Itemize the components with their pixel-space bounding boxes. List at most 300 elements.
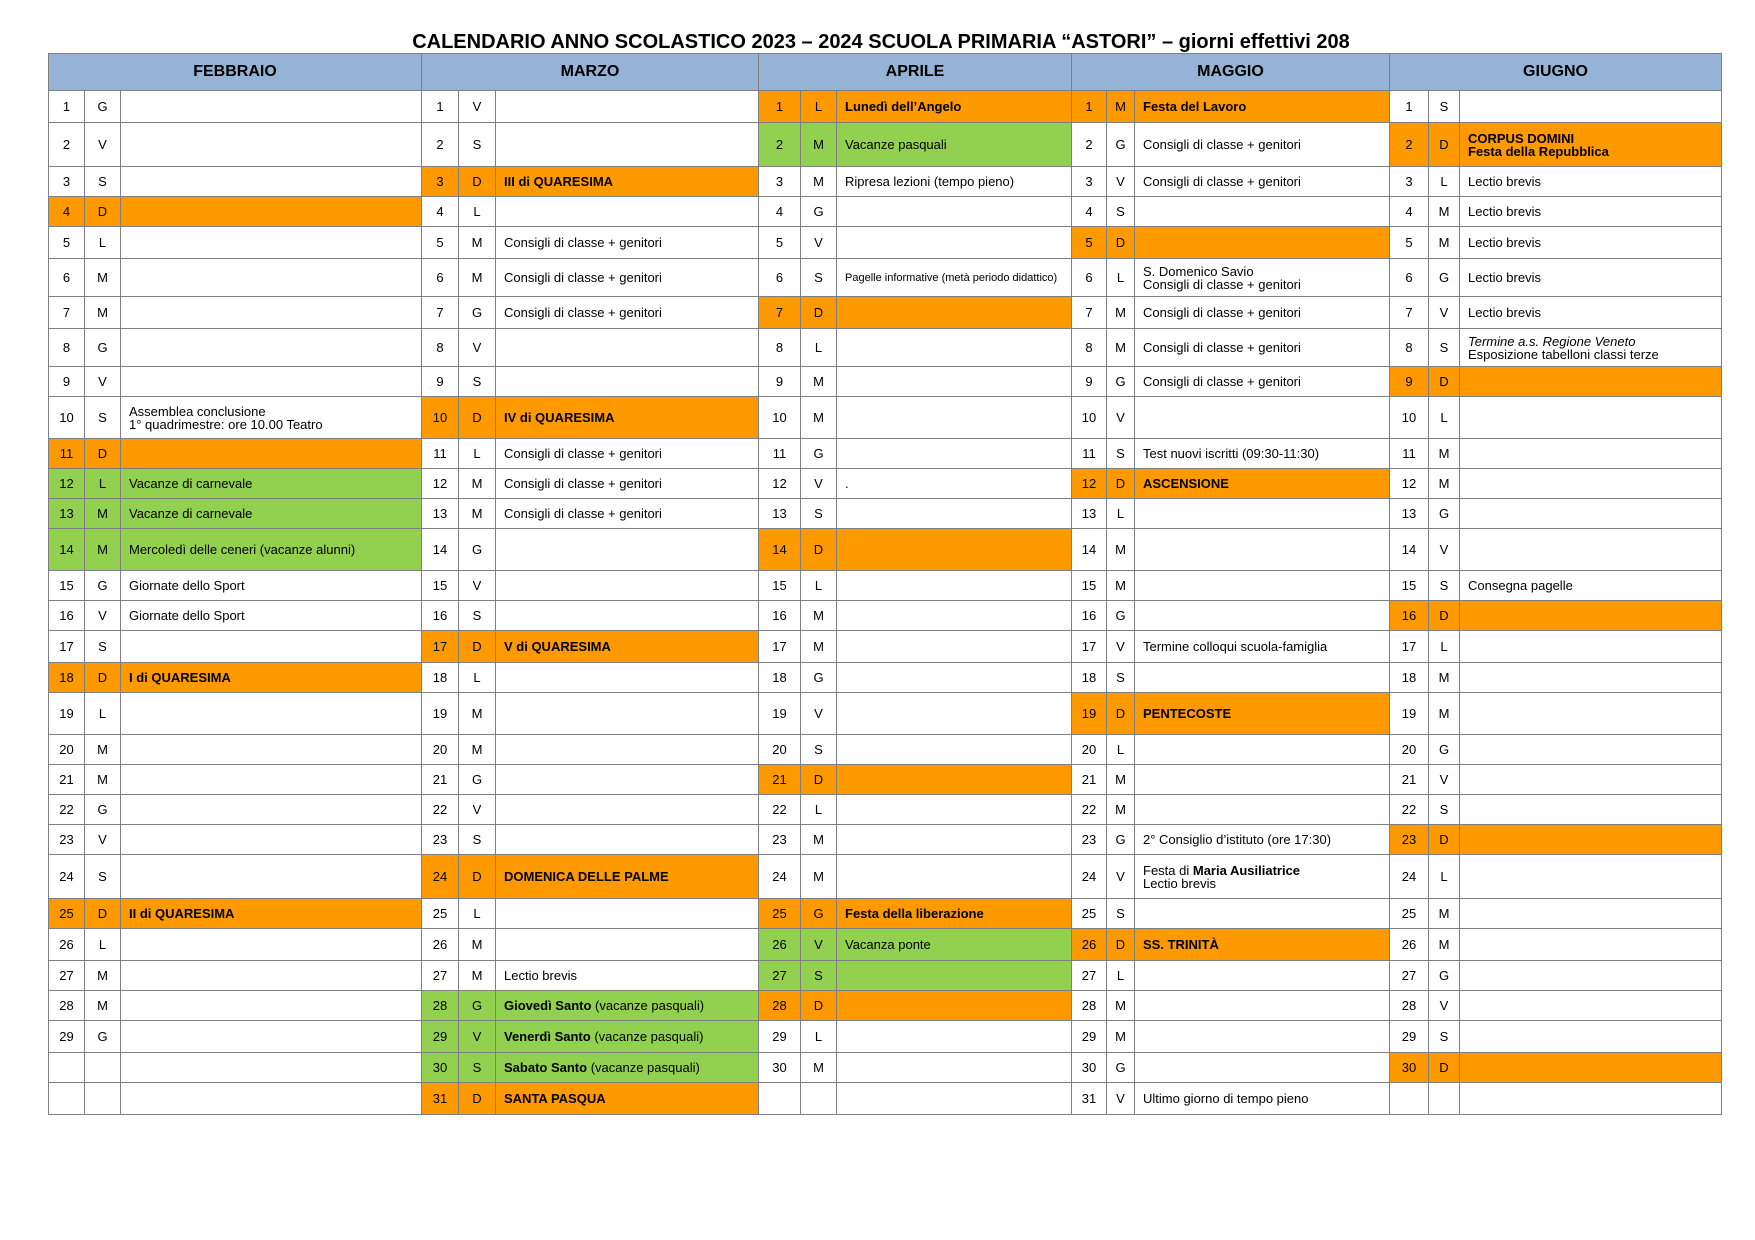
- maggio-weekday: V: [1107, 167, 1135, 197]
- giugno-weekday: L: [1429, 855, 1460, 899]
- aprile-event: .: [837, 469, 1072, 499]
- aprile-day-number: 16: [759, 601, 801, 631]
- febbraio-event: [121, 297, 422, 329]
- febbraio-weekday: M: [85, 735, 121, 765]
- event-text-bold: Maria Ausiliatrice: [1192, 862, 1301, 878]
- giugno-day-number: 21: [1390, 765, 1429, 795]
- maggio-day-number: 19: [1072, 693, 1107, 735]
- marzo-weekday: G: [459, 765, 496, 795]
- aprile-weekday: V: [801, 469, 837, 499]
- marzo-event: Consigli di classe + genitori: [496, 469, 759, 499]
- maggio-event: [1135, 227, 1390, 259]
- giugno-event: Lectio brevis: [1460, 297, 1722, 329]
- maggio-day-number: 29: [1072, 1021, 1107, 1053]
- marzo-event: [496, 367, 759, 397]
- calendar-row: [49, 795, 1722, 825]
- maggio-event: [1135, 961, 1390, 991]
- febbraio-weekday: V: [85, 123, 121, 167]
- maggio-day-number: 8: [1072, 329, 1107, 367]
- maggio-event: 2° Consiglio d’istituto (ore 17:30): [1135, 825, 1390, 855]
- aprile-day-number: 15: [759, 571, 801, 601]
- febbraio-day-number: 26: [49, 929, 85, 961]
- aprile-weekday: L: [801, 91, 837, 123]
- maggio-weekday: D: [1107, 469, 1135, 499]
- maggio-weekday: D: [1107, 693, 1135, 735]
- aprile-weekday: S: [801, 259, 837, 297]
- maggio-weekday: M: [1107, 529, 1135, 571]
- aprile-day-number: 9: [759, 367, 801, 397]
- aprile-event: [837, 961, 1072, 991]
- maggio-weekday: G: [1107, 123, 1135, 167]
- febbraio-event: [121, 329, 422, 367]
- giugno-event: [1460, 929, 1722, 961]
- giugno-weekday: V: [1429, 765, 1460, 795]
- aprile-event: [837, 663, 1072, 693]
- marzo-day-number: 10: [422, 397, 459, 439]
- marzo-event: [496, 899, 759, 929]
- giugno-weekday: L: [1429, 397, 1460, 439]
- febbraio-weekday: G: [85, 571, 121, 601]
- marzo-day-number: 2: [422, 123, 459, 167]
- month-header-row: [49, 54, 1722, 91]
- maggio-weekday: V: [1107, 855, 1135, 899]
- maggio-day-number: 3: [1072, 167, 1107, 197]
- aprile-day-number: 21: [759, 765, 801, 795]
- febbraio-event: [121, 825, 422, 855]
- marzo-weekday: M: [459, 961, 496, 991]
- giugno-weekday: G: [1429, 735, 1460, 765]
- calendar-row: [49, 227, 1722, 259]
- marzo-weekday: S: [459, 367, 496, 397]
- marzo-weekday: V: [459, 795, 496, 825]
- month-header-maggio: MAGGIO: [1072, 54, 1390, 91]
- febbraio-day-number: 22: [49, 795, 85, 825]
- giugno-day-number: 26: [1390, 929, 1429, 961]
- maggio-day-number: 24: [1072, 855, 1107, 899]
- maggio-event: PENTECOSTE: [1135, 693, 1390, 735]
- aprile-day-number: 24: [759, 855, 801, 899]
- aprile-day-number: 14: [759, 529, 801, 571]
- febbraio-day-number: 25: [49, 899, 85, 929]
- aprile-weekday: M: [801, 601, 837, 631]
- febbraio-event: [121, 439, 422, 469]
- marzo-day-number: 27: [422, 961, 459, 991]
- aprile-event: Vacanza ponte: [837, 929, 1072, 961]
- calendar-row: [49, 397, 1722, 439]
- giugno-weekday: V: [1429, 297, 1460, 329]
- giugno-day-number: 28: [1390, 991, 1429, 1021]
- febbraio-event: [121, 929, 422, 961]
- calendar-row: [49, 1083, 1722, 1115]
- event-text-bold: Venerdì Santo: [504, 1029, 591, 1044]
- giugno-weekday: M: [1429, 929, 1460, 961]
- febbraio-weekday: G: [85, 795, 121, 825]
- febbraio-day-number: 5: [49, 227, 85, 259]
- maggio-weekday: V: [1107, 397, 1135, 439]
- calendar-row: [49, 469, 1722, 499]
- giugno-event: [1460, 1021, 1722, 1053]
- maggio-weekday: S: [1107, 197, 1135, 227]
- aprile-day-number: 7: [759, 297, 801, 329]
- aprile-event: Festa della liberazione: [837, 899, 1072, 929]
- maggio-event: [1135, 663, 1390, 693]
- febbraio-weekday: [85, 1083, 121, 1115]
- maggio-weekday: V: [1107, 1083, 1135, 1115]
- calendar-row: [49, 929, 1722, 961]
- aprile-event: [837, 631, 1072, 663]
- giugno-day-number: 7: [1390, 297, 1429, 329]
- giugno-event: [1460, 397, 1722, 439]
- maggio-event: Festa del Lavoro: [1135, 91, 1390, 123]
- marzo-day-number: 7: [422, 297, 459, 329]
- aprile-weekday: S: [801, 961, 837, 991]
- maggio-weekday: D: [1107, 227, 1135, 259]
- febbraio-day-number: 28: [49, 991, 85, 1021]
- marzo-event: [496, 1021, 759, 1053]
- month-header-marzo: MARZO: [422, 54, 759, 91]
- maggio-event: [1135, 765, 1390, 795]
- aprile-weekday: M: [801, 167, 837, 197]
- giugno-event: [1460, 91, 1722, 123]
- maggio-weekday: M: [1107, 297, 1135, 329]
- aprile-weekday: M: [801, 397, 837, 439]
- giugno-day-number: 3: [1390, 167, 1429, 197]
- marzo-weekday: S: [459, 1053, 496, 1083]
- marzo-weekday: M: [459, 469, 496, 499]
- event-text-italic: Termine a.s. Regione Veneto: [1468, 333, 1636, 349]
- maggio-event: Consigli di classe + genitori: [1135, 123, 1390, 167]
- giugno-weekday: S: [1429, 795, 1460, 825]
- giugno-weekday: D: [1429, 123, 1460, 167]
- febbraio-day-number: 7: [49, 297, 85, 329]
- maggio-day-number: 10: [1072, 397, 1107, 439]
- maggio-event: ASCENSIONE: [1135, 469, 1390, 499]
- febbraio-day-number: 13: [49, 499, 85, 529]
- giugno-day-number: 30: [1390, 1053, 1429, 1083]
- maggio-day-number: 4: [1072, 197, 1107, 227]
- aprile-weekday: G: [801, 663, 837, 693]
- aprile-weekday: M: [801, 367, 837, 397]
- event-text: (vacanze pasquali): [587, 1060, 700, 1075]
- marzo-day-number: 15: [422, 571, 459, 601]
- giugno-event: [1460, 663, 1722, 693]
- aprile-event: Lunedì dell’Angelo: [837, 91, 1072, 123]
- aprile-day-number: [759, 1083, 801, 1115]
- marzo-event: Lectio brevis: [496, 961, 759, 991]
- giugno-weekday: M: [1429, 227, 1460, 259]
- aprile-weekday: M: [801, 123, 837, 167]
- maggio-event: [1135, 991, 1390, 1021]
- febbraio-weekday: D: [85, 899, 121, 929]
- aprile-weekday: D: [801, 297, 837, 329]
- maggio-event: SS. TRINITÀ: [1135, 929, 1390, 961]
- giugno-weekday: M: [1429, 439, 1460, 469]
- giugno-event: [1460, 855, 1722, 899]
- maggio-weekday: D: [1107, 929, 1135, 961]
- calendar-row: [49, 259, 1722, 297]
- febbraio-event: Vacanze di carnevale: [121, 499, 422, 529]
- calendar-row: [49, 499, 1722, 529]
- event-text: (vacanze pasquali): [591, 998, 705, 1013]
- febbraio-day-number: 29: [49, 1021, 85, 1053]
- aprile-event: [837, 825, 1072, 855]
- giugno-day-number: 15: [1390, 571, 1429, 601]
- marzo-weekday: M: [459, 499, 496, 529]
- giugno-event: [1460, 693, 1722, 735]
- aprile-weekday: D: [801, 529, 837, 571]
- marzo-event: Consigli di classe + genitori: [496, 259, 759, 297]
- marzo-day-number: 12: [422, 469, 459, 499]
- marzo-day-number: 25: [422, 899, 459, 929]
- giugno-weekday: D: [1429, 1053, 1460, 1083]
- aprile-event: [837, 529, 1072, 571]
- maggio-day-number: 21: [1072, 765, 1107, 795]
- febbraio-event: [121, 795, 422, 825]
- giugno-weekday: S: [1429, 329, 1460, 367]
- maggio-weekday: S: [1107, 439, 1135, 469]
- giugno-event: [1460, 765, 1722, 795]
- febbraio-event: [121, 693, 422, 735]
- aprile-event: [837, 693, 1072, 735]
- marzo-weekday: G: [459, 297, 496, 329]
- giugno-weekday: S: [1429, 571, 1460, 601]
- maggio-weekday: M: [1107, 571, 1135, 601]
- aprile-day-number: 11: [759, 439, 801, 469]
- febbraio-weekday: D: [85, 663, 121, 693]
- maggio-day-number: 28: [1072, 991, 1107, 1021]
- maggio-event: Consigli di classe + genitori: [1135, 297, 1390, 329]
- calendar-row: [49, 961, 1722, 991]
- febbraio-day-number: 27: [49, 961, 85, 991]
- calendar-row: [49, 123, 1722, 167]
- maggio-day-number: 20: [1072, 735, 1107, 765]
- aprile-day-number: 22: [759, 795, 801, 825]
- giugno-weekday: M: [1429, 469, 1460, 499]
- aprile-event: [837, 439, 1072, 469]
- giugno-weekday: D: [1429, 825, 1460, 855]
- febbraio-day-number: [49, 1053, 85, 1083]
- marzo-weekday: D: [459, 631, 496, 663]
- maggio-weekday: S: [1107, 899, 1135, 929]
- maggio-day-number: 6: [1072, 259, 1107, 297]
- maggio-weekday: G: [1107, 825, 1135, 855]
- aprile-weekday: V: [801, 693, 837, 735]
- giugno-event: CORPUS DOMINI Festa della Repubblica: [1460, 123, 1722, 167]
- maggio-event: [1135, 795, 1390, 825]
- event-text: Festa di: [1143, 862, 1193, 878]
- febbraio-weekday: D: [85, 197, 121, 227]
- aprile-weekday: M: [801, 825, 837, 855]
- marzo-day-number: 5: [422, 227, 459, 259]
- marzo-day-number: 31: [422, 1083, 459, 1115]
- event-text-bold: Giovedì Santo: [504, 998, 592, 1013]
- calendar-title: CALENDARIO ANNO SCOLASTICO 2023 – 2024 SCUOLA PRIMARIA “ASTORI” – giorni effettivi 208: [412, 31, 1350, 53]
- maggio-weekday: M: [1107, 329, 1135, 367]
- giugno-day-number: 23: [1390, 825, 1429, 855]
- febbraio-weekday: L: [85, 693, 121, 735]
- maggio-event: [1135, 1053, 1390, 1083]
- marzo-event: Consigli di classe + genitori: [496, 439, 759, 469]
- aprile-day-number: 19: [759, 693, 801, 735]
- aprile-day-number: 28: [759, 991, 801, 1021]
- febbraio-weekday: M: [85, 499, 121, 529]
- marzo-event: [496, 529, 759, 571]
- giugno-day-number: 1: [1390, 91, 1429, 123]
- giugno-weekday: M: [1429, 663, 1460, 693]
- giugno-event: Lectio brevis: [1460, 259, 1722, 297]
- aprile-day-number: 4: [759, 197, 801, 227]
- febbraio-day-number: 16: [49, 601, 85, 631]
- marzo-event: [496, 329, 759, 367]
- aprile-weekday: M: [801, 1053, 837, 1083]
- maggio-event: [1135, 197, 1390, 227]
- aprile-day-number: 2: [759, 123, 801, 167]
- giugno-day-number: 10: [1390, 397, 1429, 439]
- maggio-day-number: 16: [1072, 601, 1107, 631]
- calendar-row: [49, 329, 1722, 367]
- event-text: (vacanze pasquali): [590, 1029, 704, 1044]
- maggio-day-number: 17: [1072, 631, 1107, 663]
- febbraio-event: Assemblea conclusione 1° quadrimestre: ore 10.00 Teatro: [121, 397, 422, 439]
- giugno-day-number: 4: [1390, 197, 1429, 227]
- calendar-row: [49, 693, 1722, 735]
- febbraio-weekday: G: [85, 1021, 121, 1053]
- maggio-day-number: 1: [1072, 91, 1107, 123]
- febbraio-day-number: 24: [49, 855, 85, 899]
- maggio-event: Test nuovi iscritti (09:30-11:30): [1135, 439, 1390, 469]
- marzo-weekday: L: [459, 439, 496, 469]
- maggio-day-number: 11: [1072, 439, 1107, 469]
- giugno-event: Lectio brevis: [1460, 227, 1722, 259]
- giugno-event: [1460, 439, 1722, 469]
- febbraio-weekday: V: [85, 367, 121, 397]
- marzo-day-number: 20: [422, 735, 459, 765]
- marzo-day-number: 3: [422, 167, 459, 197]
- aprile-event: Ripresa lezioni (tempo pieno): [837, 167, 1072, 197]
- maggio-day-number: 18: [1072, 663, 1107, 693]
- giugno-weekday: V: [1429, 991, 1460, 1021]
- aprile-event: [837, 1083, 1072, 1115]
- aprile-day-number: 25: [759, 899, 801, 929]
- aprile-event: [837, 1053, 1072, 1083]
- maggio-weekday: M: [1107, 991, 1135, 1021]
- calendar-row: [49, 529, 1722, 571]
- marzo-event: V di QUARESIMA: [496, 631, 759, 663]
- giugno-event: [1460, 795, 1722, 825]
- marzo-day-number: 19: [422, 693, 459, 735]
- giugno-weekday: S: [1429, 91, 1460, 123]
- giugno-day-number: 17: [1390, 631, 1429, 663]
- marzo-weekday: G: [459, 529, 496, 571]
- month-header-giugno: GIUGNO: [1390, 54, 1722, 91]
- aprile-weekday: V: [801, 227, 837, 259]
- giugno-event: [1460, 961, 1722, 991]
- giugno-event: [1460, 735, 1722, 765]
- aprile-day-number: 5: [759, 227, 801, 259]
- giugno-event: [1460, 601, 1722, 631]
- aprile-weekday: S: [801, 499, 837, 529]
- school-calendar-table: [48, 53, 1722, 1115]
- maggio-event: Termine colloqui scuola-famiglia: [1135, 631, 1390, 663]
- maggio-day-number: 2: [1072, 123, 1107, 167]
- maggio-event: S. Domenico Savio Consigli di classe + genitori: [1135, 259, 1390, 297]
- marzo-weekday: S: [459, 825, 496, 855]
- aprile-day-number: 20: [759, 735, 801, 765]
- giugno-event: [1460, 991, 1722, 1021]
- maggio-event: [1135, 899, 1390, 929]
- febbraio-day-number: 20: [49, 735, 85, 765]
- giugno-day-number: 6: [1390, 259, 1429, 297]
- febbraio-day-number: 6: [49, 259, 85, 297]
- marzo-weekday: S: [459, 123, 496, 167]
- giugno-event: Lectio brevis: [1460, 197, 1722, 227]
- calendar-row: [49, 297, 1722, 329]
- aprile-weekday: G: [801, 197, 837, 227]
- giugno-weekday: D: [1429, 601, 1460, 631]
- febbraio-weekday: M: [85, 991, 121, 1021]
- marzo-day-number: 4: [422, 197, 459, 227]
- maggio-weekday: G: [1107, 1053, 1135, 1083]
- marzo-day-number: 9: [422, 367, 459, 397]
- aprile-event: Pagelle informative (metà periodo didattico): [837, 259, 1072, 297]
- giugno-event: Consegna pagelle: [1460, 571, 1722, 601]
- febbraio-day-number: 8: [49, 329, 85, 367]
- febbraio-event: [121, 1083, 422, 1115]
- maggio-day-number: 23: [1072, 825, 1107, 855]
- giugno-day-number: 13: [1390, 499, 1429, 529]
- calendar-row: [49, 1053, 1722, 1083]
- giugno-event: [1460, 899, 1722, 929]
- maggio-day-number: 13: [1072, 499, 1107, 529]
- maggio-event: Consigli di classe + genitori: [1135, 167, 1390, 197]
- febbraio-day-number: 23: [49, 825, 85, 855]
- marzo-day-number: 8: [422, 329, 459, 367]
- aprile-weekday: M: [801, 855, 837, 899]
- marzo-event: [496, 693, 759, 735]
- maggio-day-number: 27: [1072, 961, 1107, 991]
- giugno-event: [1460, 1083, 1722, 1115]
- event-text: Esposizione tabelloni classi terze: [1468, 346, 1659, 362]
- febbraio-event: [121, 123, 422, 167]
- febbraio-weekday: L: [85, 469, 121, 499]
- giugno-weekday: G: [1429, 499, 1460, 529]
- month-header-febbraio: FEBBRAIO: [49, 54, 422, 91]
- event-text: Lectio brevis: [1143, 875, 1216, 891]
- marzo-weekday: V: [459, 91, 496, 123]
- marzo-weekday: D: [459, 397, 496, 439]
- febbraio-weekday: L: [85, 227, 121, 259]
- maggio-day-number: 15: [1072, 571, 1107, 601]
- febbraio-weekday: G: [85, 91, 121, 123]
- febbraio-event: [121, 855, 422, 899]
- giugno-event: Lectio brevis: [1460, 167, 1722, 197]
- marzo-day-number: 26: [422, 929, 459, 961]
- febbraio-event: [121, 367, 422, 397]
- febbraio-event: Giornate dello Sport: [121, 601, 422, 631]
- marzo-weekday: D: [459, 1083, 496, 1115]
- marzo-day-number: 23: [422, 825, 459, 855]
- aprile-event: [837, 297, 1072, 329]
- aprile-day-number: 13: [759, 499, 801, 529]
- aprile-weekday: L: [801, 329, 837, 367]
- aprile-day-number: 10: [759, 397, 801, 439]
- calendar-row: [49, 601, 1722, 631]
- aprile-day-number: 3: [759, 167, 801, 197]
- maggio-event: [1135, 499, 1390, 529]
- febbraio-day-number: 17: [49, 631, 85, 663]
- maggio-day-number: 22: [1072, 795, 1107, 825]
- febbraio-event: [121, 1021, 422, 1053]
